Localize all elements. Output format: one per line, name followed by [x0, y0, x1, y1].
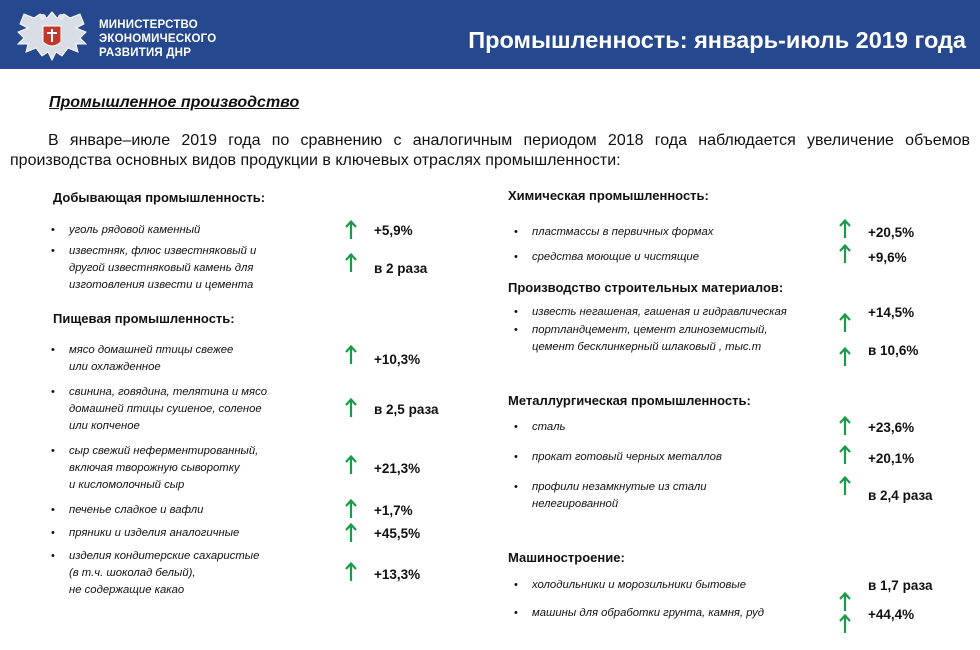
list-item: [532, 304, 787, 321]
section-title: Промышленное производство: [49, 94, 300, 111]
growth-value: +23,6%: [868, 420, 915, 435]
item-text-line: или охлажденное: [69, 361, 161, 373]
list-item: [532, 322, 767, 356]
list-item: [532, 224, 713, 241]
item-text-line: • портландцемент, цемент глиноземистый,: [532, 324, 768, 336]
list-item: [69, 525, 239, 542]
arrow-up-icon: [345, 562, 357, 582]
list-item: [69, 502, 203, 519]
category-title-chemical: Химическая промышленность:: [508, 188, 709, 203]
growth-value: +13,3%: [374, 567, 421, 582]
list-item: [532, 419, 565, 436]
arrow-up-icon: [839, 445, 851, 465]
item-text-line: и кисломолочный сыр: [69, 479, 185, 491]
item-text-line: • свинина, говядина, телятина и мясо: [69, 386, 268, 398]
growth-value: +10,3%: [374, 352, 421, 367]
intro-paragraph: В январе–июле 2019 года по сравнению с аналогичным периодом 2018 года наблюдается увеличение объемов производства основных видов продукции в ключевых отраслях промышленности:: [10, 132, 970, 169]
item-text-line: • мясо домашней птицы свежее: [69, 344, 234, 356]
list-item: [69, 443, 258, 494]
arrow-up-icon: [345, 220, 357, 240]
category-title-food: Пищевая промышленность:: [53, 311, 235, 326]
list-item: [69, 342, 233, 376]
list-item: [532, 605, 764, 622]
list-item: [69, 384, 267, 435]
growth-value: +45,5%: [374, 526, 421, 541]
arrow-up-icon: [839, 614, 851, 634]
category-title-construction: Производство строительных материалов:: [508, 280, 784, 295]
ministry-name-line: МИНИСТЕРСТВО: [99, 19, 198, 31]
item-text-line: • печенье сладкое и вафли: [69, 504, 204, 516]
item-text-line: • средства моющие и чистящие: [532, 251, 699, 263]
arrow-up-icon: [839, 313, 851, 333]
category-title-machinery: Машиностроение:: [508, 550, 625, 565]
item-text-line: • изделия кондитерские сахаристые: [69, 550, 260, 562]
item-text-line: • профили незамкнутые из стали: [532, 481, 707, 493]
ministry-name-line: ЭКОНОМИЧЕСКОГО: [99, 33, 217, 45]
item-text-line: • уголь рядовой каменный: [69, 224, 201, 236]
coat-of-arms-emblem: [12, 8, 92, 64]
item-text-line: • сыр свежий неферментированный,: [69, 445, 259, 457]
list-item: [69, 243, 256, 294]
category-title-mining: Добывающая промышленность:: [53, 190, 266, 205]
arrow-up-icon: [345, 455, 357, 475]
list-item: [532, 479, 707, 513]
header-banner: [0, 0, 980, 69]
item-text-line: включая творожную сыворотку: [69, 462, 240, 474]
item-text-line: изготовления извести и цемента: [69, 279, 254, 291]
growth-value: +14,5%: [868, 305, 915, 320]
arrow-up-icon: [839, 347, 851, 367]
item-text-line: • пряники и изделия аналогичные: [69, 527, 240, 539]
list-item: [532, 449, 722, 466]
growth-value: +5,9%: [374, 223, 413, 238]
arrow-up-icon: [345, 499, 357, 519]
item-text-line: не содержащие какао: [69, 584, 185, 596]
item-text-line: • сталь: [532, 421, 566, 433]
item-text-line: • известь негашеная, гашеная и гидравлическая: [532, 306, 787, 318]
arrow-up-icon: [345, 398, 357, 418]
item-text-line: или копченое: [69, 420, 140, 432]
category-title-metallurgy: Металлургическая промышленность:: [508, 393, 751, 408]
ministry-name-line: РАЗВИТИЯ ДНР: [99, 47, 192, 59]
item-text-line: нелегированной: [532, 498, 619, 510]
item-text-line: цемент бесклинкерный шлаковый , тыс.т: [532, 341, 762, 353]
arrow-up-icon: [839, 416, 851, 436]
growth-value: +21,3%: [374, 461, 421, 476]
growth-value: +20,1%: [868, 451, 915, 466]
arrow-up-icon: [345, 523, 357, 543]
arrow-up-icon: [839, 219, 851, 239]
growth-value: в 2,4 раза: [868, 488, 933, 503]
page-title: Промышленность: январь-июль 2019 года: [468, 27, 966, 53]
growth-value: +9,6%: [868, 250, 907, 265]
ministry-name: [99, 18, 216, 60]
item-text-line: • холодильники и морозильники бытовые: [532, 579, 747, 591]
growth-value: в 2 раза: [374, 261, 428, 276]
item-text-line: (в т.ч. шоколад белый),: [69, 567, 196, 579]
item-text-line: • прокат готовый черных металлов: [532, 451, 722, 463]
item-text-line: • машины для обработки грунта, камня, руд: [532, 607, 765, 619]
item-text-line: домашней птицы сушеное, соленое: [69, 403, 262, 415]
arrow-up-icon: [345, 345, 357, 365]
growth-value: в 2,5 раза: [374, 402, 439, 417]
growth-value: +20,5%: [868, 225, 915, 240]
growth-value: в 10,6%: [868, 343, 919, 358]
growth-value: +1,7%: [374, 503, 413, 518]
item-text-line: • пластмассы в первичных формах: [532, 226, 714, 238]
list-item: [532, 577, 746, 594]
growth-value: в 1,7 раза: [868, 578, 933, 593]
item-text-line: другой известняковый камень для: [69, 262, 254, 274]
list-item: [532, 249, 699, 266]
arrow-up-icon: [345, 253, 357, 273]
item-text-line: • известняк, флюс известняковый и: [69, 245, 257, 257]
arrow-up-icon: [839, 476, 851, 496]
list-item: [69, 222, 200, 239]
growth-value: +44,4%: [868, 607, 915, 622]
arrow-up-icon: [839, 592, 851, 612]
arrow-up-icon: [839, 244, 851, 264]
list-item: [69, 548, 259, 599]
